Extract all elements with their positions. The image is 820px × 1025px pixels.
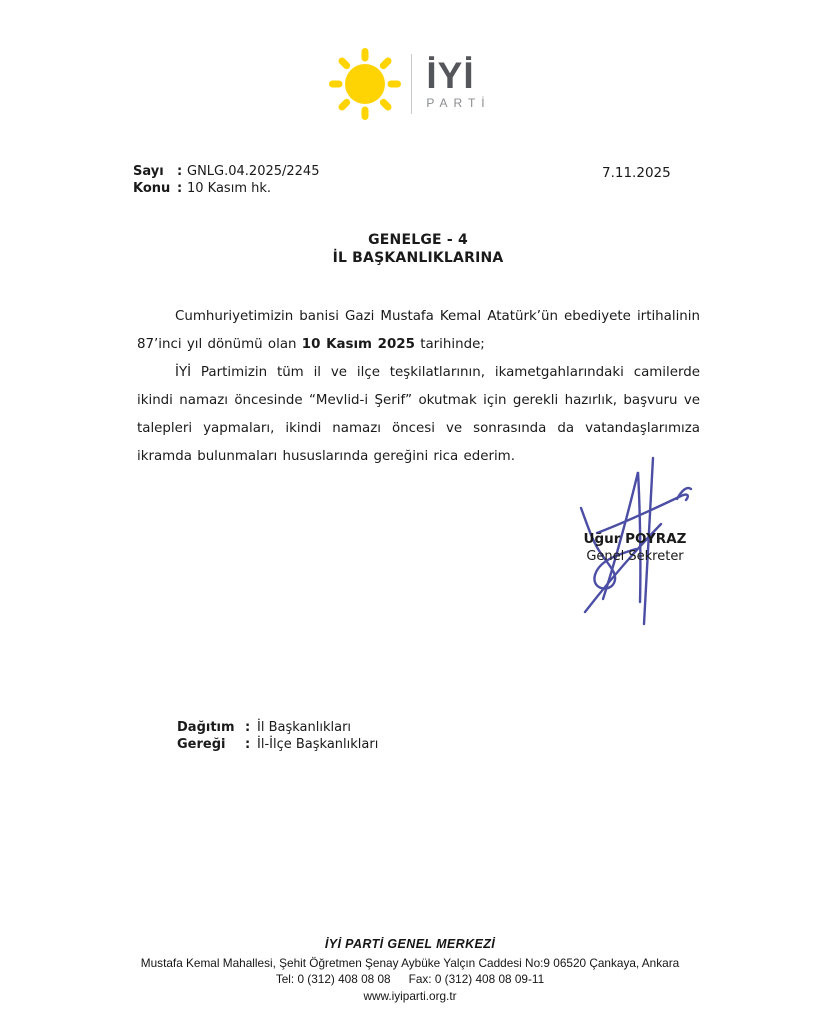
paragraph-1-tail: tarihinde; (414, 337, 485, 353)
brand-subtitle: PARTİ (426, 95, 491, 110)
letterhead-footer (0, 937, 820, 1004)
footer-address: Mustafa Kemal Mahallesi, Şehit Öğretmen Şenay Aybüke Yalçın Caddesi No:9 06520 Çankaya, Ankara (140, 956, 680, 970)
sayi-separator: : (177, 164, 183, 179)
footer-fax: Fax: 0 (312) 408 08 09-11 (408, 972, 545, 986)
document-date: 7.11.2025 (602, 165, 671, 181)
geregi-row (177, 737, 378, 754)
paragraph-1 (137, 303, 700, 359)
document-meta (133, 164, 319, 197)
paragraph-2: İYİ Partimizin tüm il ve ilçe teşkilatlarının, ikametgahlarındaki camilerde ikindi namazı öncesinde “Mevlid-i Şerif” okutmak için gerekli hazırlık, başvuru ve talepleri yapmaları, ikindi namazı öncesi ve sonrasında da vatandaşlarımıza ikramda bulunmaları hususlarında gereğini rica ederim. (137, 365, 700, 465)
dagitim-value: İl Başkanlıkları (257, 720, 352, 735)
signer-name: Uğur POYRAZ (583, 531, 687, 547)
sayi-label: Sayı (133, 164, 164, 179)
konu-separator: : (177, 180, 183, 196)
paragraph-1-text: Cumhuriyetimizin banisi Gazi Mustafa Kemal Atatürk’ün ebediyete irtihalinin 87’inci yıl dönümü olan (137, 309, 700, 353)
party-logo (0, 48, 820, 120)
geregi-separator: : (245, 736, 251, 752)
geregi-value: İl-İlçe Başkanlıkları (257, 736, 379, 752)
paragraph-1-bold-date: 10 Kasım 2025 (301, 337, 415, 353)
dagitim-label: Dağıtım (177, 720, 235, 735)
sun-icon (329, 48, 401, 120)
geregi-label: Gereği (177, 736, 226, 752)
dagitim-separator: : (245, 720, 251, 735)
footer-org-name: İYİ PARTİ GENEL MERKEZİ (324, 937, 496, 951)
dagitim-row (177, 720, 378, 737)
sayi-value: GNLG.04.2025/2245 (187, 164, 320, 179)
konu-row (133, 181, 319, 198)
logo-divider (411, 54, 412, 114)
title-line-addressee: İL BAŞKANLIKLARINA (332, 250, 504, 266)
signature-block (555, 531, 715, 565)
konu-value: 10 Kasım hk. (187, 180, 272, 196)
footer-phone-line (0, 971, 820, 987)
footer-tel: Tel: 0 (312) 408 08 08 (275, 972, 391, 986)
title-line-genelge: GENELGE - 4 (368, 232, 468, 248)
signer-title: Genel Sekreter (586, 549, 684, 564)
konu-label: Konu (133, 180, 171, 196)
sayi-row (133, 164, 319, 181)
distribution-block (177, 720, 378, 753)
brand-name: İYİ (426, 54, 475, 96)
footer-website: www.iyiparti.org.tr (363, 989, 457, 1003)
document-title (136, 231, 700, 267)
